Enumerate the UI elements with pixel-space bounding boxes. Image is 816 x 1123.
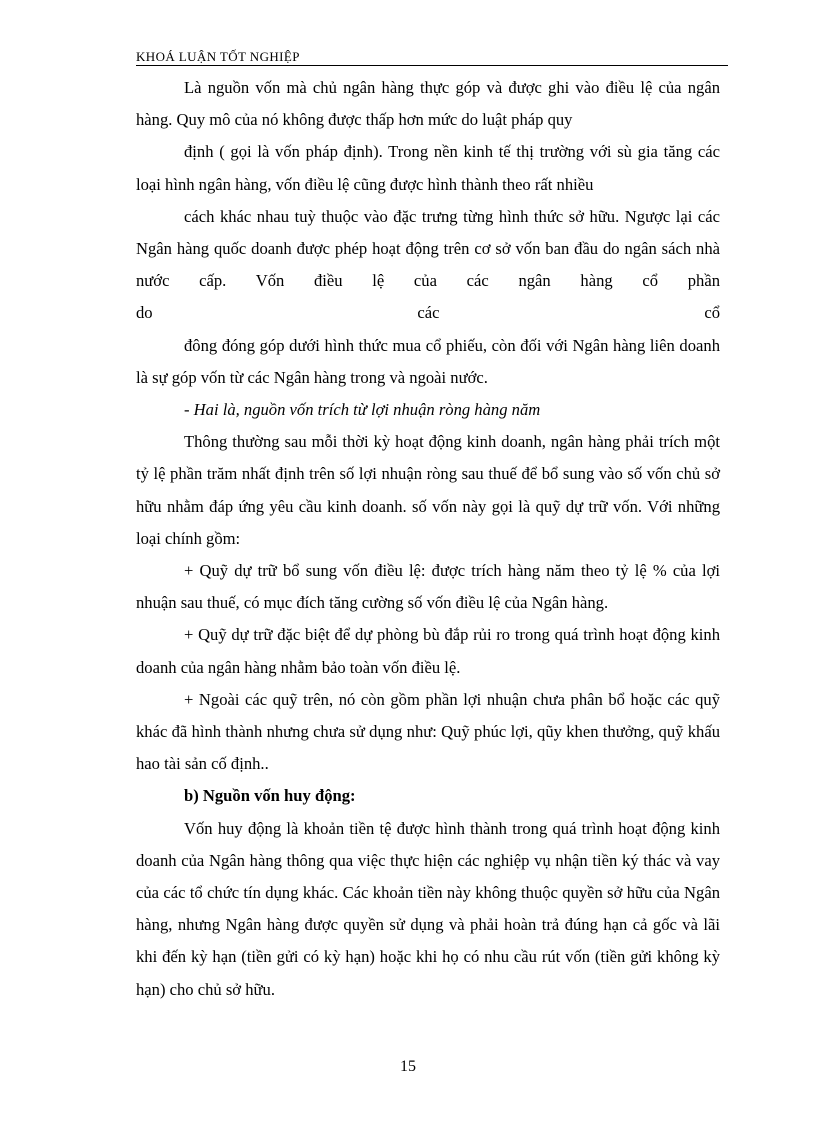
paragraph-mobilized-capital: Vốn huy động là khoản tiền tệ được hình thành trong quá trình hoạt động kinh doanh của Ngân hàng thông qua việc thực hiện các nghiệp vụ nhận tiền ký thác và vay của các tổ chức tín dụng khác. Các khoản tiền này không thuộc quyền sở hữu của Ngân hàng, nhưng Ngân hàng được quyền sử dụng và phải hoàn trả đúng hạn cả gốc và lãi khi đến kỳ hạn (tiền gửi có kỳ hạn) hoặc khi họ có nhu cầu rút vốn (tiền gửi không kỳ hạn) cho chủ sở hữu. xyxy=(136,818,720,999)
paragraph-legal-capital: định ( gọi là vốn pháp định). Trong nền kinh tế thị trường với sù gia tăng các loại hình ngân hàng, vốn điều lệ cũng được hình thành theo rất nhiều xyxy=(136,142,720,194)
paragraph-charter-capital: Là nguồn vốn mà chủ ngân hàng thực góp và được ghi vào điều lệ của ngân hàng. Quy mô của nó không được thấp hơn mức do luật pháp quy xyxy=(136,78,720,130)
paragraph-shareholders: đông đóng góp dưới hình thức mua cổ phiếu, còn đối với Ngân hàng liên doanh là sự góp vốn từ các Ngân hàng trong và ngoài nước. xyxy=(136,335,720,387)
section-heading-mobilized-capital: b) Nguồn vốn huy động: xyxy=(184,786,356,806)
paragraph-supplementary-reserve: + Quỹ dự trữ bổ sung vốn điều lệ: được trích hàng năm theo tỷ lệ % của lợi nhuận sau thuế, có mục đích tăng cường số vốn điều lệ của Ngân hàng. xyxy=(136,561,720,613)
paragraph-spaced-line xyxy=(136,297,720,329)
page-header: KHOÁ LUẬN TỐT NGHIỆP xyxy=(136,50,728,66)
paragraph-other-funds: + Ngoài các quỹ trên, nó còn gồm phần lợi nhuận chưa phân bổ hoặc các quỹ khác đã hình thành nhưng chưa sử dụng như: Quỹ phúc lợi, qũy khen thưởng, quỹ khấu hao tài sản cố định.. xyxy=(136,689,720,774)
spaced-word-3: cổ xyxy=(704,303,720,323)
paragraph-special-reserve: + Quỹ dự trữ đặc biệt để dự phòng bù đắp rủi ro trong quá trình hoạt động kinh doanh của ngân hàng nhằm bảo toàn vốn điều lệ. xyxy=(136,625,720,677)
page-number: 15 xyxy=(400,1058,416,1075)
page-body xyxy=(136,72,720,1006)
paragraph-ownership-forms: cách khác nhau tuỳ thuộc vào đặc trưng từng hình thức sở hữu. Ngược lại các Ngân hàng quốc doanh được phép hoạt động trên cơ sở vốn ban đầu do ngân sách nhà nước cấp. Vốn điều lệ của các ngân hàng cổ phần xyxy=(136,206,720,291)
paragraph-reserve-fund: Thông thường sau mỗi thời kỳ hoạt động kinh doanh, ngân hàng phải trích một tỷ lệ phần trăm nhất định trên số lợi nhuận ròng sau thuế để bổ sung vào số vốn chủ sở hữu nhằm đáp ứng yêu cầu kinh doanh. số vốn này gọi là quỹ dự trữ vốn. Với những loại chính gồm: xyxy=(136,432,720,548)
paragraph-retained-profit-heading: - Hai là, nguồn vốn trích từ lợi nhuận ròng hàng năm xyxy=(184,400,541,420)
spaced-word-2: các xyxy=(417,303,440,323)
spaced-word-1: do xyxy=(136,303,153,323)
